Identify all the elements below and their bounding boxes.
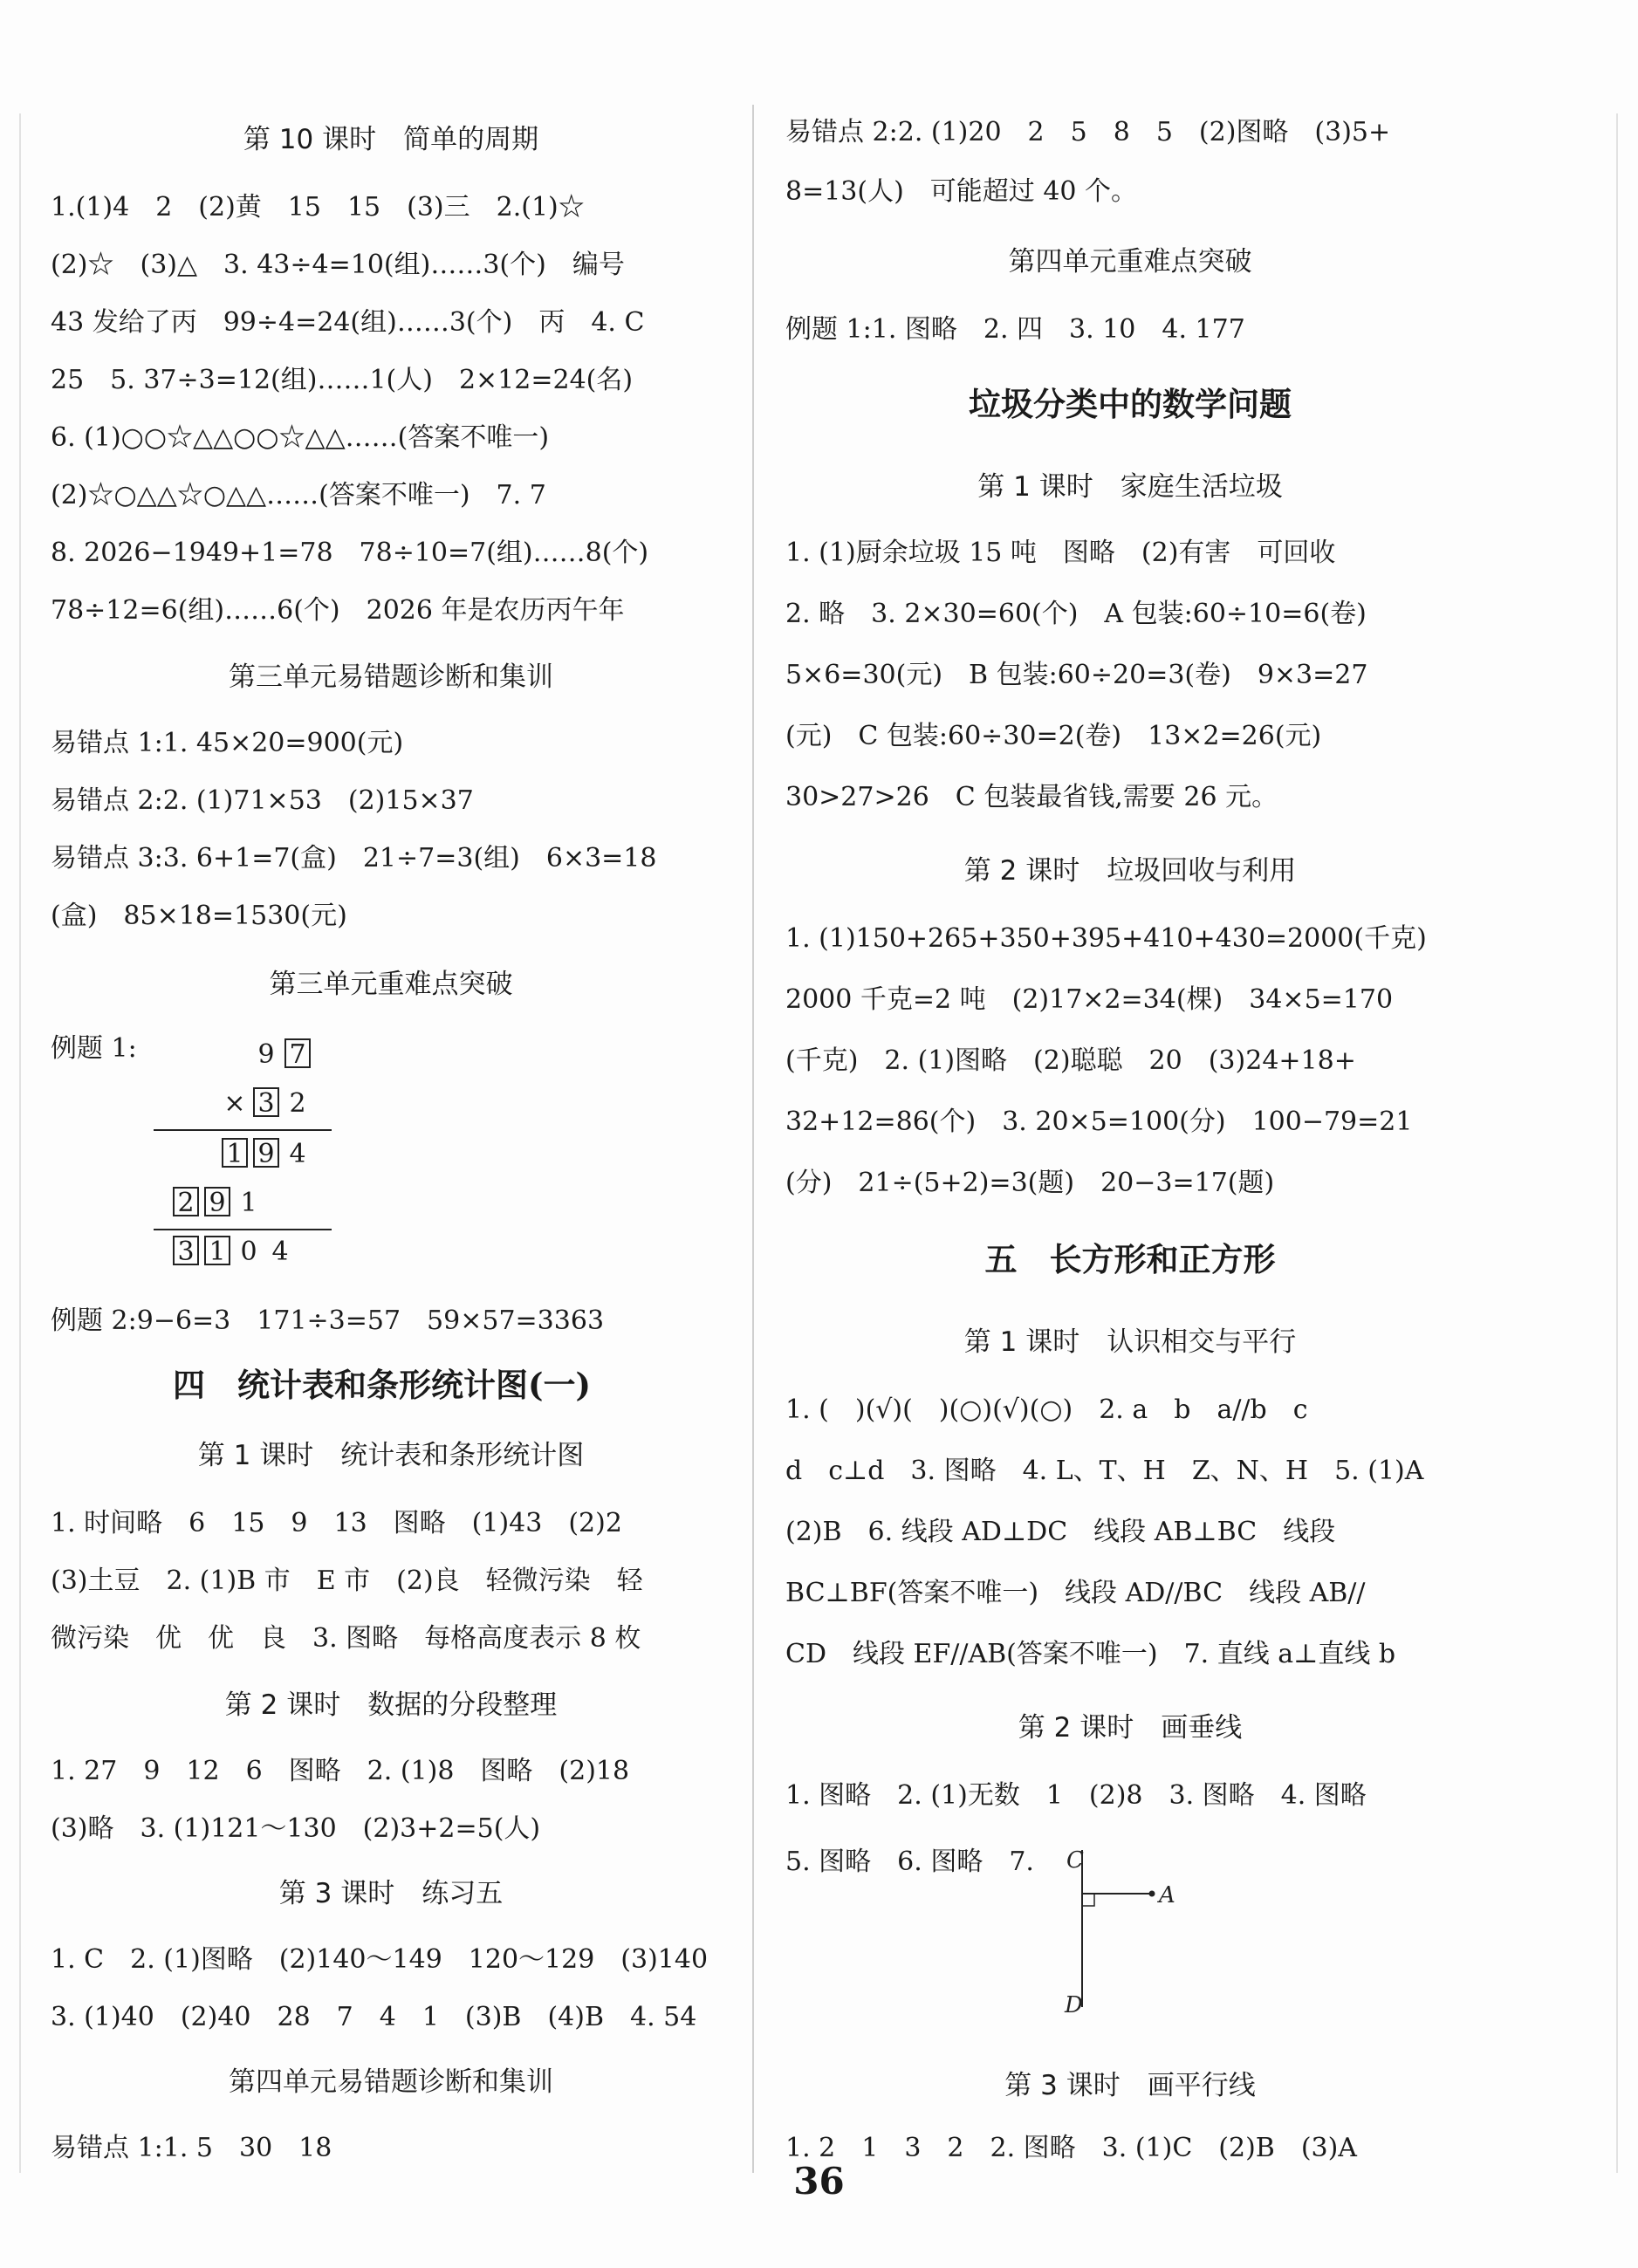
answer-line: 30>27>26 C 包装最省钱,需要 26 元。 xyxy=(785,782,1278,812)
answer-line: (3)略 3. (1)121～130 (2)3+2=5(人) xyxy=(51,1813,541,1844)
mult-row-2: × 3 2 xyxy=(223,1088,306,1119)
section-heading: 第 3 课时 练习五 xyxy=(278,1878,504,1909)
answer-line: 1. C 2. (1)图略 (2)140～149 120～129 (3)140 xyxy=(51,1944,709,1975)
answer-line: 43 发给了丙 99÷4=24(组)……3(个) 丙 4. C xyxy=(51,307,645,338)
answer-line: 易错点 2:2. (1)71×53 (2)15×37 xyxy=(51,785,474,816)
answer-line: (2)B 6. 线段 AD⊥DC 线段 AB⊥BC 线段 xyxy=(785,1517,1336,1547)
answer-line: 1. 2 1 3 2 2. 图略 3. (1)C (2)B (3)A xyxy=(785,2133,1357,2163)
unit-title: 垃圾分类中的数学问题 xyxy=(969,385,1292,423)
answer-line: 1. (1)厨余垃圾 15 吨 图略 (2)有害 可回收 xyxy=(785,538,1336,568)
mult-row-5: 3 1 0 4 xyxy=(173,1236,298,1267)
perpendicular-figure xyxy=(1047,1841,1178,2016)
mult-line xyxy=(154,1129,332,1131)
answer-line: 5. 图略 6. 图略 7. xyxy=(785,1847,1034,1877)
answer-line: 6. (1)○○☆△△○○☆△△……(答案不唯一) xyxy=(51,422,550,453)
answer-line: (2)☆○△△☆○△△……(答案不唯一) 7. 7 xyxy=(51,480,546,510)
answer-line: 8=13(人) 可能超过 40 个。 xyxy=(785,176,1138,207)
answer-line: (2)☆ (3)△ 3. 43÷4=10(组)……3(个) 编号 xyxy=(51,250,625,280)
answer-line: (盒) 85×18=1530(元) xyxy=(51,901,347,931)
answer-line: 易错点 1:1. 45×20=900(元) xyxy=(51,728,404,758)
answer-line: 1.(1)4 2 (2)黄 15 15 (3)三 2.(1)☆ xyxy=(51,192,585,223)
label-d: D xyxy=(1065,1992,1083,2016)
right-margin-rule xyxy=(1616,113,1618,2173)
section-heading: 第 2 课时 垃圾回收与利用 xyxy=(963,855,1297,887)
answer-line: 1. 27 9 12 6 图略 2. (1)8 图略 (2)18 xyxy=(51,1756,630,1786)
answer-line: 8. 2026−1949+1=78 78÷10=7(组)……8(个) xyxy=(51,538,649,568)
answer-line: (千克) 2. (1)图略 (2)聪聪 20 (3)24+18+ xyxy=(785,1045,1356,1076)
answer-line: 32+12=86(个) 3. 20×5=100(分) 100−79=21 xyxy=(785,1107,1413,1137)
answer-line: (元) C 包装:60÷30=2(卷) 13×2=26(元) xyxy=(785,721,1322,751)
mult-row-1: 9 7 xyxy=(253,1038,316,1070)
section-heading: 第 1 课时 统计表和条形统计图 xyxy=(197,1440,585,1471)
answer-line: 25 5. 37÷3=12(组)……1(人) 2×12=24(名) xyxy=(51,365,634,395)
section-heading: 第四单元重难点突破 xyxy=(1008,246,1252,278)
section-heading: 第三单元重难点突破 xyxy=(269,969,513,1000)
answer-line: BC⊥BF(答案不唯一) 线段 AD//BC 线段 AB// xyxy=(785,1578,1366,1608)
column-divider xyxy=(752,105,754,2173)
unit-title: 四 统计表和条形统计图(一) xyxy=(173,1366,592,1404)
answer-line: 1. 图略 2. (1)无数 1 (2)8 3. 图略 4. 图略 xyxy=(785,1780,1367,1811)
answer-line: CD 线段 EF//AB(答案不唯一) 7. 直线 a⊥直线 b xyxy=(785,1639,1396,1669)
answer-line: 易错点 2:2. (1)20 2 5 8 5 (2)图略 (3)5+ xyxy=(785,117,1391,147)
answer-line: 78÷12=6(组)……6(个) 2026 年是农历丙午年 xyxy=(51,595,625,626)
section-heading: 第 1 课时 家庭生活垃圾 xyxy=(977,471,1283,503)
answer-line: 3. (1)40 (2)40 28 7 4 1 (3)B (4)B 4. 54 xyxy=(51,2002,697,2032)
answer-line: 2000 千克=2 吨 (2)17×2=34(棵) 34×5=170 xyxy=(785,984,1394,1015)
section-heading: 第 2 课时 画垂线 xyxy=(1018,1712,1243,1744)
answer-line: 1. (1)150+265+350+395+410+430=2000(千克) xyxy=(785,923,1427,954)
example-label: 例题 1: xyxy=(51,1033,137,1064)
answer-line: 1. ( )(√)( )(○)(√)(○) 2. a b a//b c xyxy=(785,1394,1308,1425)
answer-line: 2. 略 3. 2×30=60(个) A 包装:60÷10=6(卷) xyxy=(785,599,1367,629)
label-a: A xyxy=(1159,1882,1175,1908)
section-heading: 第三单元易错题诊断和集训 xyxy=(229,661,553,693)
answer-line: 例题 2:9−6=3 171÷3=57 59×57=3363 xyxy=(51,1305,605,1336)
answer-line: d c⊥d 3. 图略 4. L、T、H Z、N、H 5. (1)A xyxy=(785,1456,1424,1486)
section-heading: 第 1 课时 认识相交与平行 xyxy=(963,1326,1297,1358)
answer-line: 例题 1:1. 图略 2. 四 3. 10 4. 177 xyxy=(785,314,1245,345)
unit-title: 五 长方形和正方形 xyxy=(984,1240,1276,1278)
page-number: 36 xyxy=(793,2160,845,2203)
answer-line: (3)土豆 2. (1)B 市 E 市 (2)良 轻微污染 轻 xyxy=(51,1566,643,1596)
section-heading: 第 2 课时 数据的分段整理 xyxy=(224,1689,558,1721)
left-margin-rule xyxy=(19,113,21,2173)
mult-row-4: 2 9 1 xyxy=(173,1187,267,1218)
answer-line: 1. 时间略 6 15 9 13 图略 (1)43 (2)2 xyxy=(51,1508,622,1538)
section-heading: 第 3 课时 画平行线 xyxy=(1004,2070,1256,2101)
section-heading: 第 10 课时 简单的周期 xyxy=(243,124,539,155)
answer-line: 易错点 1:1. 5 30 18 xyxy=(51,2133,332,2163)
label-c: C xyxy=(1066,1847,1084,1874)
mult-line xyxy=(154,1229,332,1230)
answer-line: 5×6=30(元) B 包装:60÷20=3(卷) 9×3=27 xyxy=(785,660,1368,690)
section-heading: 第四单元易错题诊断和集训 xyxy=(229,2066,553,2098)
mult-row-3: 1 9 4 xyxy=(222,1138,316,1169)
answer-line: 微污染 优 优 良 3. 图略 每格高度表示 8 枚 xyxy=(51,1623,641,1654)
answer-line: 易错点 3:3. 6+1=7(盒) 21÷7=3(组) 6×3=18 xyxy=(51,843,657,874)
answer-line: (分) 21÷(5+2)=3(题) 20−3=17(题) xyxy=(785,1168,1275,1198)
